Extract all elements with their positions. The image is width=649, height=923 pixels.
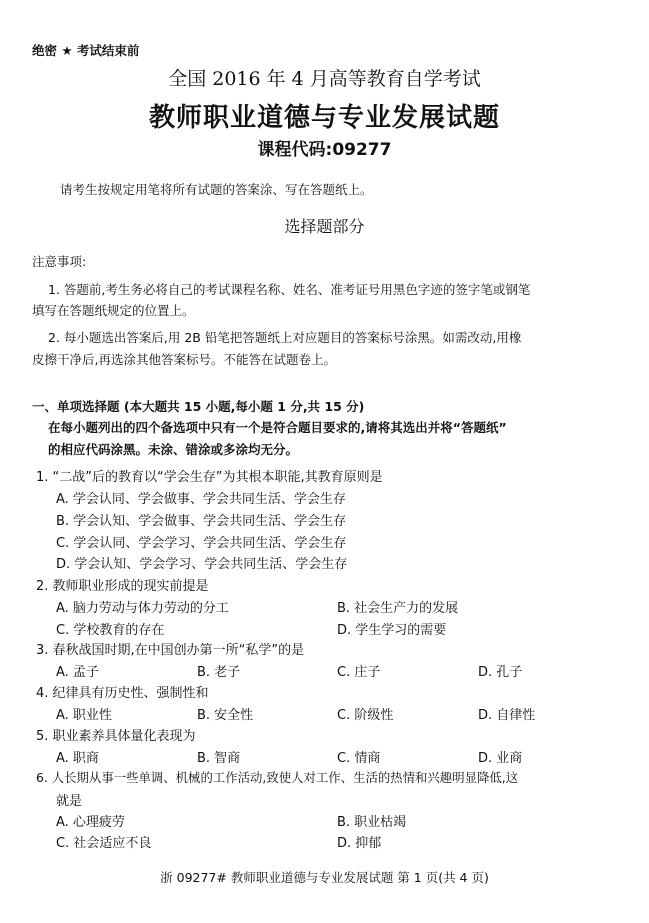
question-3-option-a: A. 孟子	[56, 665, 99, 680]
question-3-stem: 3. 春秋战国时期,在中国创办第一所“私学”的是	[36, 643, 305, 658]
question-2-option-b: B. 社会生产力的发展	[337, 601, 459, 616]
question-6-option-d: D. 抑郁	[337, 836, 382, 851]
question-1-stem: 1. “二战”后的教育以“学会生存”为其根本职能,其教育原则是	[36, 470, 383, 485]
question-5-option-b: B. 智商	[197, 751, 241, 766]
page-footer: 浙 09277# 教师职业道德与专业发展试题 第 1 页(共 4 页)	[160, 870, 489, 885]
question-3-option-d: D. 孔子	[478, 665, 523, 680]
question-5-option-a: A. 职商	[56, 751, 99, 766]
question-6-option-a: A. 心理疲劳	[56, 815, 125, 830]
question-4-option-d: D. 自律性	[478, 708, 536, 723]
subject-title: 教师职业道德与专业发展试题	[148, 103, 500, 133]
question-2-stem: 2. 教师职业形成的现实前提是	[36, 579, 209, 594]
question-3-option-b: B. 老子	[197, 665, 241, 680]
note-1-line-1: 1. 答题前,考生务必将自己的考试课程名称、姓名、准考证号用黑色字迹的签字笔或钢笔	[48, 282, 531, 297]
note-1-line-2: 填写在答题纸规定的位置上。	[32, 303, 195, 318]
question-1-option-b: B. 学会认知、学会做事、学会共同生活、学会生存	[56, 514, 347, 529]
question-6-option-b: B. 职业枯竭	[337, 815, 407, 830]
question-5-option-d: D. 业商	[478, 751, 523, 766]
question-1-option-c: C. 学会认同、学会学习、学会共同生活、学会生存	[56, 536, 347, 551]
question-5-option-c: C. 情商	[337, 751, 381, 766]
note-2-line-2: 皮擦干净后,再选涂其他答案标号。不能答在试题卷上。	[32, 352, 336, 367]
question-6-option-c: C. 社会适应不良	[56, 836, 152, 851]
question-6-stem-line-2: 就是	[56, 794, 83, 809]
course-code: 课程代码:09277	[257, 140, 392, 160]
part1-instruction-line-1: 在每小题列出的四个备选项中只有一个是符合题目要求的,请将其选出并将“答题纸”	[48, 420, 507, 435]
section-heading: 选择题部分	[284, 217, 365, 236]
question-1-option-a: A. 学会认同、学会做事、学会共同生活、学会生存	[56, 492, 346, 507]
question-4-stem: 4. 纪律具有历史性、强制性和	[36, 686, 209, 701]
question-2-option-d: D. 学生学习的需要	[337, 623, 447, 638]
question-3-option-c: C. 庄子	[337, 665, 381, 680]
question-4-option-b: B. 安全性	[197, 708, 254, 723]
question-2-option-a: A. 脑力劳动与体力劳动的分工	[56, 601, 229, 616]
part1-heading: 一、单项选择题 (本大题共 15 小题,每小题 1 分,共 15 分)	[32, 399, 365, 414]
question-4-option-a: A. 职业性	[56, 708, 112, 723]
question-1-option-d: D. 学会认知、学会学习、学会共同生活、学会生存	[56, 557, 348, 572]
question-6-stem-line-1: 6. 人长期从事一些单调、机械的工作活动,致使人对工作、生活的热情和兴趣明显降低,这	[36, 770, 519, 785]
confidential-label: 绝密 ★ 考试结束前	[32, 43, 140, 58]
part1-instruction-line-2: 的相应代码涂黑。未涂、错涂或多涂均无分。	[48, 442, 299, 457]
exam-title: 全国 2016 年 4 月高等教育自学考试	[168, 68, 481, 90]
question-4-option-c: C. 阶级性	[337, 708, 394, 723]
question-5-stem: 5. 职业素养具体量化表现为	[36, 729, 196, 744]
intro-text: 请考生按规定用笔将所有试题的答案涂、写在答题纸上。	[60, 182, 373, 197]
note-2-line-1: 2. 每小题选出答案后,用 2B 铅笔把答题纸上对应题目的答案标号涂黑。如需改动,用橡	[48, 330, 522, 345]
question-2-option-c: C. 学校教育的存在	[56, 623, 165, 638]
notes-title: 注意事项:	[32, 254, 87, 269]
